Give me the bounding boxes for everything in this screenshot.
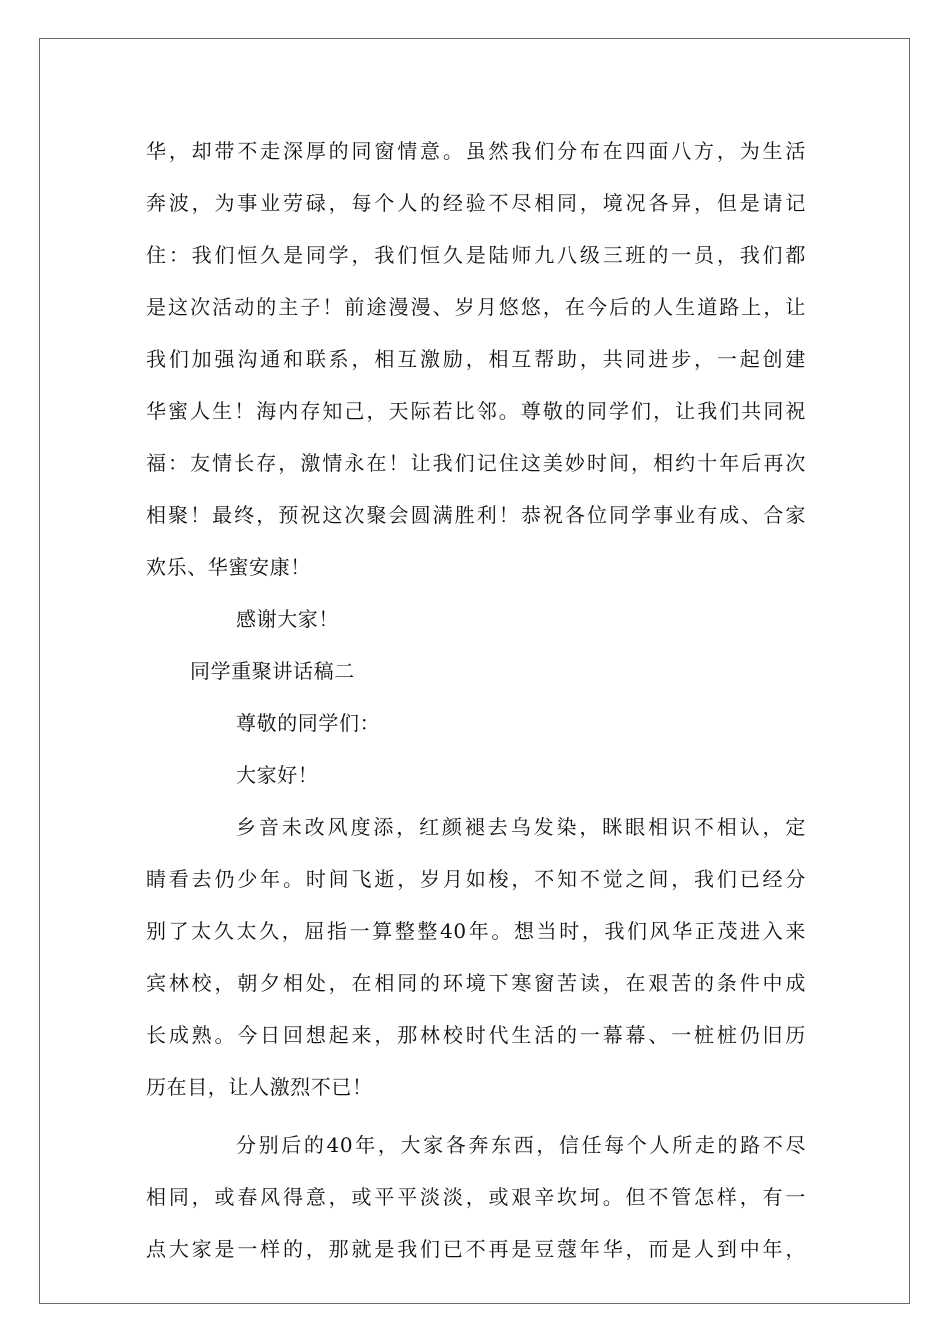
text-line: 我们加强沟通和联系，相互激励，相互帮助，共同进步，一起创建 [146, 347, 806, 371]
document-body [146, 125, 806, 1275]
closing-thanks: 感谢大家！ [236, 607, 339, 631]
text-line: 长成熟。今日回想起来，那林校时代生活的一幕幕、一桩桩仍旧历 [146, 1023, 806, 1047]
text-line: 点大家是一样的，那就是我们已不再是豆蔻年华，而是人到中年， [146, 1237, 806, 1261]
text-line: 乡音未改风度添，红颜褪去乌发染，眯眼相识不相认，定 [236, 815, 806, 839]
text-line: 奔波，为事业劳碌，每个人的经验不尽相同，境况各异，但是请记 [146, 191, 806, 215]
text-line: 相聚！最终，预祝这次聚会圆满胜利！恭祝各位同学事业有成、合家 [146, 503, 806, 527]
salutation: 尊敬的同学们： [236, 711, 381, 735]
text-line: 历在目，让人激烈不已！ [146, 1075, 373, 1099]
text-line: 别了太久太久，屈指一算整整40年。想当时，我们风华正茂进入来 [146, 919, 806, 943]
text-line: 宾林校，朝夕相处，在相同的环境下寒窗苦读，在艰苦的条件中成 [146, 971, 806, 995]
text-line: 华，却带不走深厚的同窗情意。虽然我们分布在四面八方，为生活 [146, 139, 806, 163]
text-line: 华蜜人生！海内存知己，天际若比邻。尊敬的同学们，让我们共同祝 [146, 399, 806, 423]
text-line: 欢乐、华蜜安康！ [146, 555, 311, 579]
text-line: 是这次活动的主子！前途漫漫、岁月悠悠，在今后的人生道路上，让 [146, 295, 806, 319]
text-line: 分别后的40年，大家各奔东西，信任每个人所走的路不尽 [236, 1133, 806, 1157]
text-line: 睛看去仍少年。时间飞逝，岁月如梭，不知不觉之间，我们已经分 [146, 867, 806, 891]
section-title: 同学重聚讲话稿二 [190, 659, 355, 683]
text-line: 住：我们恒久是同学，我们恒久是陆师九八级三班的一员，我们都 [146, 243, 806, 267]
text-line: 相同，或春风得意，或平平淡淡，或艰辛坎坷。但不管怎样，有一 [146, 1185, 806, 1209]
greeting: 大家好！ [236, 763, 319, 787]
text-line: 福：友情长存，激情永在！让我们记住这美妙时间，相约十年后再次 [146, 451, 806, 475]
